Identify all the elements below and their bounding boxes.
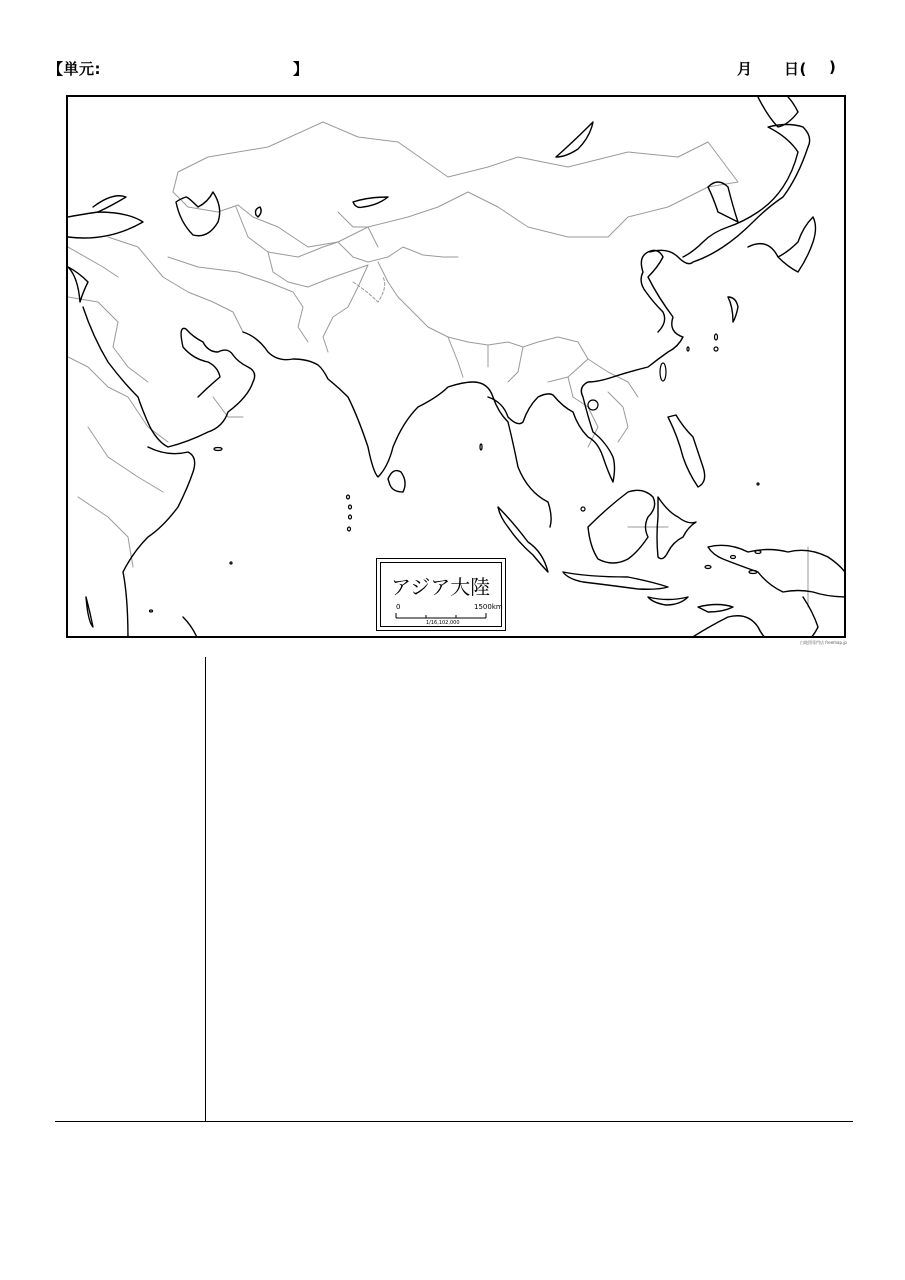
scale-bar bbox=[395, 612, 491, 620]
scale-zero-label: 0 bbox=[396, 603, 401, 611]
notes-divider-vertical bbox=[205, 657, 206, 1122]
weekday-close: ) bbox=[829, 58, 837, 76]
coastlines bbox=[68, 97, 846, 638]
legend-inner-frame bbox=[380, 562, 502, 627]
unit-label-close: 】 bbox=[293, 60, 309, 78]
unit-label-open: 【単元: bbox=[48, 60, 101, 78]
legend-title: アジア大陸 bbox=[391, 575, 491, 599]
disputed-border bbox=[353, 277, 385, 302]
map-legend bbox=[376, 558, 506, 631]
country-borders bbox=[68, 122, 808, 607]
map-credit: 白地図専門店 freemap.jp bbox=[800, 640, 847, 645]
unit-input-area[interactable] bbox=[110, 58, 290, 76]
month-label: 月 bbox=[737, 60, 753, 78]
notes-divider-horizontal bbox=[55, 1121, 853, 1122]
scale-ratio-label: 1/16,102,000 bbox=[426, 620, 460, 626]
day-label: 日( bbox=[784, 60, 807, 78]
scale-max-label: 1500km bbox=[474, 603, 503, 611]
asia-map bbox=[66, 95, 846, 638]
asia-map-drawing bbox=[68, 97, 846, 638]
